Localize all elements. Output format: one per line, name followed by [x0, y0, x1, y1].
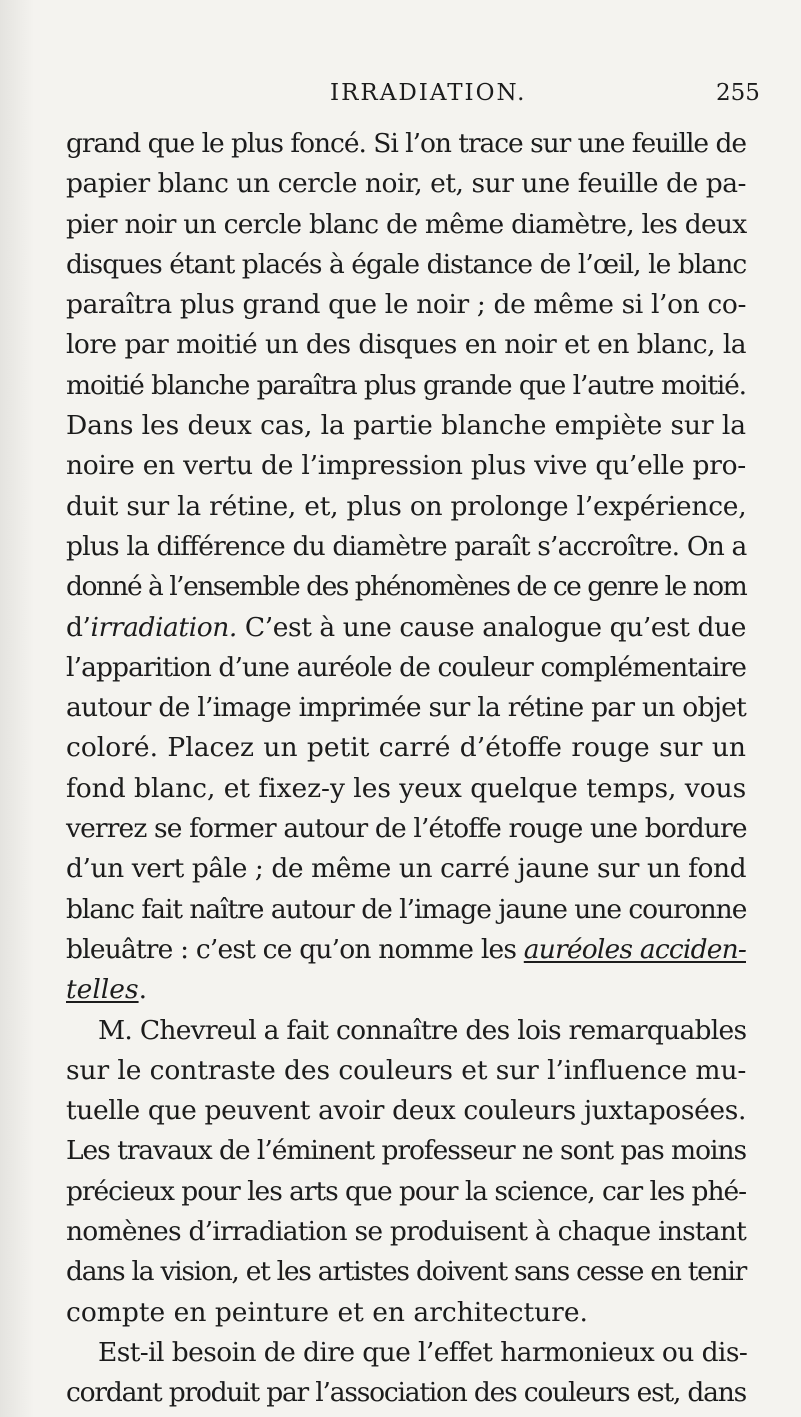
- text-line: [66, 648, 746, 688]
- running-title: IRRADIATION.: [330, 80, 527, 106]
- line-text: fond blanc, et fixez-y les yeux quelque temps, vous: [66, 772, 747, 804]
- page-number: 255: [716, 80, 760, 106]
- line-text: papier blanc un cercle noir, et, sur une feuille de pa-: [66, 168, 746, 200]
- line-text: coloré. Placez un petit carré d’étoffe rouge sur un: [66, 732, 746, 764]
- line-text: compte en peinture et en architecture.: [66, 1296, 588, 1328]
- line-text: verrez se former autour de l’étoffe rouge une bordure: [66, 813, 747, 845]
- line-text: moitié blanche paraîtra plus grande que l’autre moitié.: [66, 369, 746, 401]
- text-line: [66, 809, 746, 849]
- italic-term: auréoles acciden-: [523, 933, 746, 965]
- text-line: [66, 567, 746, 607]
- line-text: M. Chevreul a fait connaître des lois remarquables: [98, 1014, 747, 1046]
- line-text: lore par moitié un des disques en noir et en blanc, la: [66, 329, 746, 361]
- text-line: [66, 366, 746, 406]
- line-text: d’: [66, 611, 91, 643]
- line-text: sur le contraste des couleurs et sur l’influence mu-: [66, 1054, 747, 1086]
- italic-term: telles: [66, 974, 139, 1006]
- line-text: noire en vertu de l’impression plus vive qu’elle pro-: [66, 450, 746, 482]
- line-text: pier noir un cercle blanc de même diamètre, les deux: [66, 208, 747, 240]
- text-line: [66, 1293, 746, 1333]
- line-text: Les travaux de l’éminent professeur ne sont pas moins: [66, 1135, 746, 1167]
- line-text: duit sur la rétine, et, plus on prolonge l’expérience,: [66, 490, 747, 522]
- body-text: [66, 124, 746, 1414]
- text-line: [66, 1252, 746, 1292]
- line-text: bleuâtre : c’est ce qu’on nomme les: [66, 933, 524, 965]
- text-line: [66, 245, 746, 285]
- text-line: [66, 1212, 746, 1252]
- text-line: [66, 1051, 746, 1091]
- line-text: précieux pour les arts que pour la science, car les phé-: [66, 1175, 746, 1207]
- page-edge-shadow: [0, 0, 34, 1417]
- line-text: l’apparition d’une auréole de couleur complémentaire: [66, 651, 746, 683]
- line-text: Dans les deux cas, la partie blanche empiète sur la: [66, 410, 746, 442]
- running-header: [0, 76, 801, 110]
- text-line: [66, 527, 746, 567]
- line-text: blanc fait naître autour de l’image jaune une couronne: [66, 893, 747, 925]
- text-line: [66, 164, 746, 204]
- text-line: [66, 325, 746, 365]
- line-text: d’un vert pâle ; de même un carré jaune sur un fond: [66, 853, 747, 885]
- text-line: [66, 205, 746, 245]
- line-text: .: [138, 974, 148, 1006]
- line-text: tuelle que peuvent avoir deux couleurs juxtaposées.: [66, 1095, 746, 1127]
- text-line: [66, 688, 746, 728]
- text-line: [66, 446, 746, 486]
- text-line: [66, 487, 746, 527]
- text-line: [66, 406, 746, 446]
- text-line: [66, 890, 746, 930]
- text-line: [66, 769, 746, 809]
- text-line: [66, 124, 746, 164]
- line-text: paraîtra plus grand que le noir ; de même si l’on co-: [66, 289, 747, 321]
- text-line: [66, 970, 746, 1010]
- text-line: [66, 1373, 746, 1413]
- line-text: nomènes d’irradiation se produisent à chaque instant: [66, 1216, 747, 1248]
- line-text: donné à l’ensemble des phénomènes de ce genre le nom: [66, 571, 747, 603]
- text-line: [66, 728, 746, 768]
- text-line: [66, 930, 746, 970]
- text-line: [66, 1091, 746, 1131]
- italic-term: irradiation.: [90, 611, 237, 643]
- text-line: [66, 1172, 746, 1212]
- line-text: plus la différence du diamètre paraît s’accroître. On a: [66, 530, 747, 562]
- line-text: C’est à une cause analogue qu’est due: [236, 611, 746, 643]
- line-text: grand que le plus foncé. Si l’on trace sur une feuille de: [66, 128, 746, 159]
- line-text: Est-il besoin de dire que l’effet harmonieux ou dis-: [98, 1336, 748, 1368]
- text-line: [66, 1131, 746, 1171]
- text-line: [66, 285, 746, 325]
- line-text: disques étant placés à égale distance de l’œil, le blanc: [66, 248, 747, 280]
- text-line: [66, 1333, 746, 1373]
- line-text: cordant produit par l’association des couleurs est, dans: [66, 1377, 746, 1409]
- text-line: [66, 849, 746, 889]
- line-text: dans la vision, et les artistes doivent sans cesse en tenir: [66, 1256, 746, 1288]
- text-line: [66, 608, 746, 648]
- text-line: [66, 1011, 746, 1051]
- line-text: autour de l’image imprimée sur la rétine par un objet: [66, 692, 746, 724]
